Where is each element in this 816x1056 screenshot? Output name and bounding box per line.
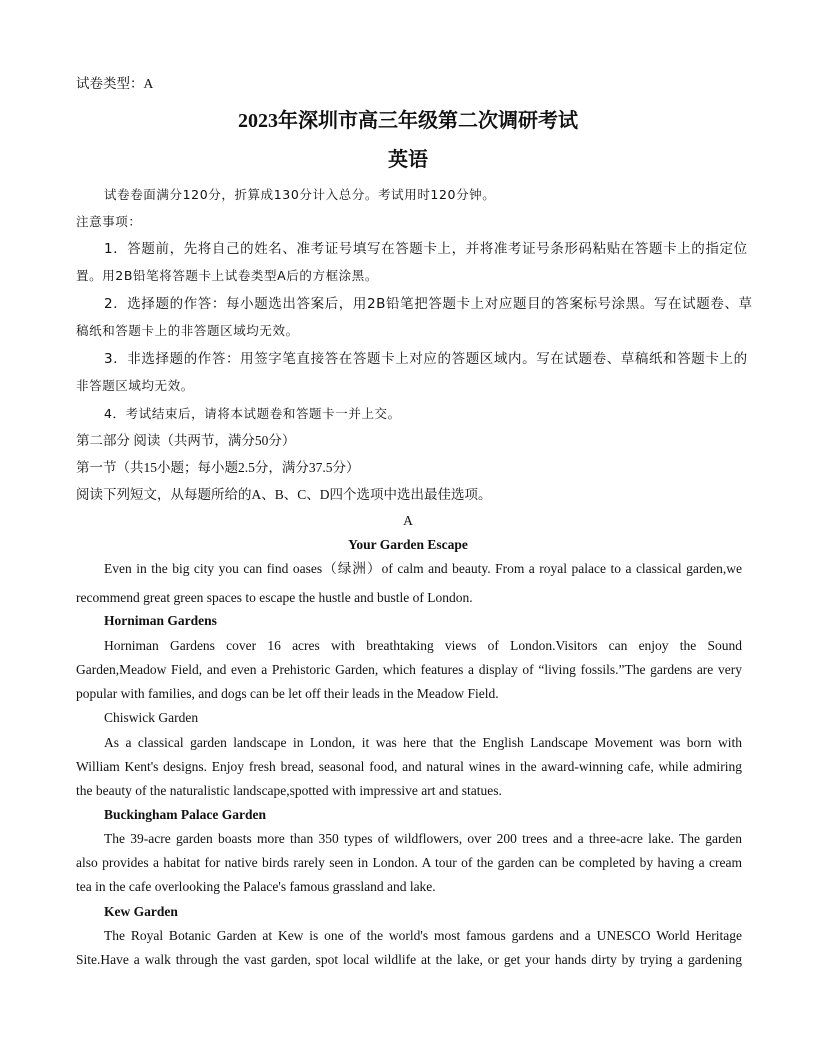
kew-line-2: Site.Have a walk through the vast garden, spot local wildlife at the lake, or get your hands dirty by trying a gardening bbox=[76, 952, 742, 967]
kew-heading: Kew Garden bbox=[104, 904, 178, 919]
passage-label: A bbox=[403, 513, 413, 528]
buckingham-line-1: The 39-acre garden boasts more than 350 types of wildflowers, over 200 trees and a three-acre lake. The garden bbox=[104, 831, 742, 846]
chiswick-line-1: As a classical garden landscape in London, it was here that the English Landscape Movement was born with bbox=[104, 735, 742, 750]
notice-item-4: 4．考试结束后，请将本试题卷和答题卡一并上交。 bbox=[104, 406, 401, 421]
horniman-line-2: Garden,Meadow Field, and even a Prehistoric Garden, which features a display of “living fossils.”The gardens are very bbox=[76, 662, 742, 677]
exam-title: 2023年深圳市高三年级第二次调研考试 bbox=[238, 110, 578, 132]
horniman-heading: Horniman Gardens bbox=[104, 613, 217, 628]
passage-intro-line-1: Even in the big city you can find oases（绿洲）of calm and beauty. From a royal palace to a classical garden,we bbox=[104, 561, 742, 576]
score-note: 试卷卷面满分120分，折算成130分计入总分。考试用时120分钟。 bbox=[104, 187, 496, 202]
buckingham-heading: Buckingham Palace Garden bbox=[104, 807, 267, 822]
horniman-line-3: popular with families, and dogs can be let off their leads in the Meadow Field. bbox=[76, 686, 499, 701]
passage-intro-line-2: recommend great green spaces to escape the hustle and bustle of London. bbox=[76, 590, 473, 605]
passage-title: Your Garden Escape bbox=[348, 537, 468, 552]
notice-heading: 注意事项： bbox=[76, 214, 142, 229]
chiswick-line-2: William Kent's designs. Enjoy fresh bread, seasonal food, and natural wines in the award-winning cafe, while admiring bbox=[76, 759, 742, 774]
notice-item-3-line-2: 非答题区域均无效。 bbox=[76, 378, 194, 393]
notice-item-3-line-1: 3．非选择题的作答：用签字笔直接答在答题卡上对应的答题区域内。写在试题卷、草稿纸和答题卡上的 bbox=[104, 351, 748, 367]
section-part-heading: 第二部分 阅读（共两节，满分50分） bbox=[76, 433, 296, 448]
notice-item-2-line-2: 稿纸和答题卡上的非答题区域均无效。 bbox=[76, 323, 299, 338]
chiswick-heading: Chiswick Garden bbox=[104, 710, 199, 725]
paper-type-label: 试卷类型：A bbox=[76, 76, 154, 91]
subject-title: 英语 bbox=[388, 149, 428, 171]
horniman-line-1: Horniman Gardens cover 16 acres with breathtaking views of London.Visitors can enjoy the Sound bbox=[104, 638, 742, 653]
notice-item-2-line-1: 2．选择题的作答：每小题选出答案后，用2B铅笔把答题卡上对应题目的答案标号涂黑。写在试题卷、草 bbox=[104, 296, 753, 312]
chiswick-line-3: the beauty of the naturalistic landscape,spotted with impressive art and statues. bbox=[76, 783, 502, 798]
kew-line-1: The Royal Botanic Garden at Kew is one of the world's most famous gardens and a UNESCO World Heritage bbox=[104, 928, 742, 943]
notice-item-1-line-1: 1．答题前，先将自己的姓名、准考证号填写在答题卡上，并将准考证号条形码粘贴在答题卡上的指定位 bbox=[104, 241, 748, 257]
buckingham-line-3: tea in the cafe overlooking the Palace's famous grassland and lake. bbox=[76, 879, 436, 894]
notice-item-1-line-2: 置。用2B铅笔将答题卡上试卷类型A后的方框涂黑。 bbox=[76, 268, 378, 283]
section-sub-heading: 第一节（共15小题；每小题2.5分，满分37.5分） bbox=[76, 460, 360, 475]
section-instruction: 阅读下列短文，从每题所给的A、B、C、D四个选项中选出最佳选项。 bbox=[76, 487, 492, 502]
buckingham-line-2: also provides a habitat for native birds rarely seen in London. A tour of the garden can be completed by having a cream bbox=[76, 855, 742, 870]
